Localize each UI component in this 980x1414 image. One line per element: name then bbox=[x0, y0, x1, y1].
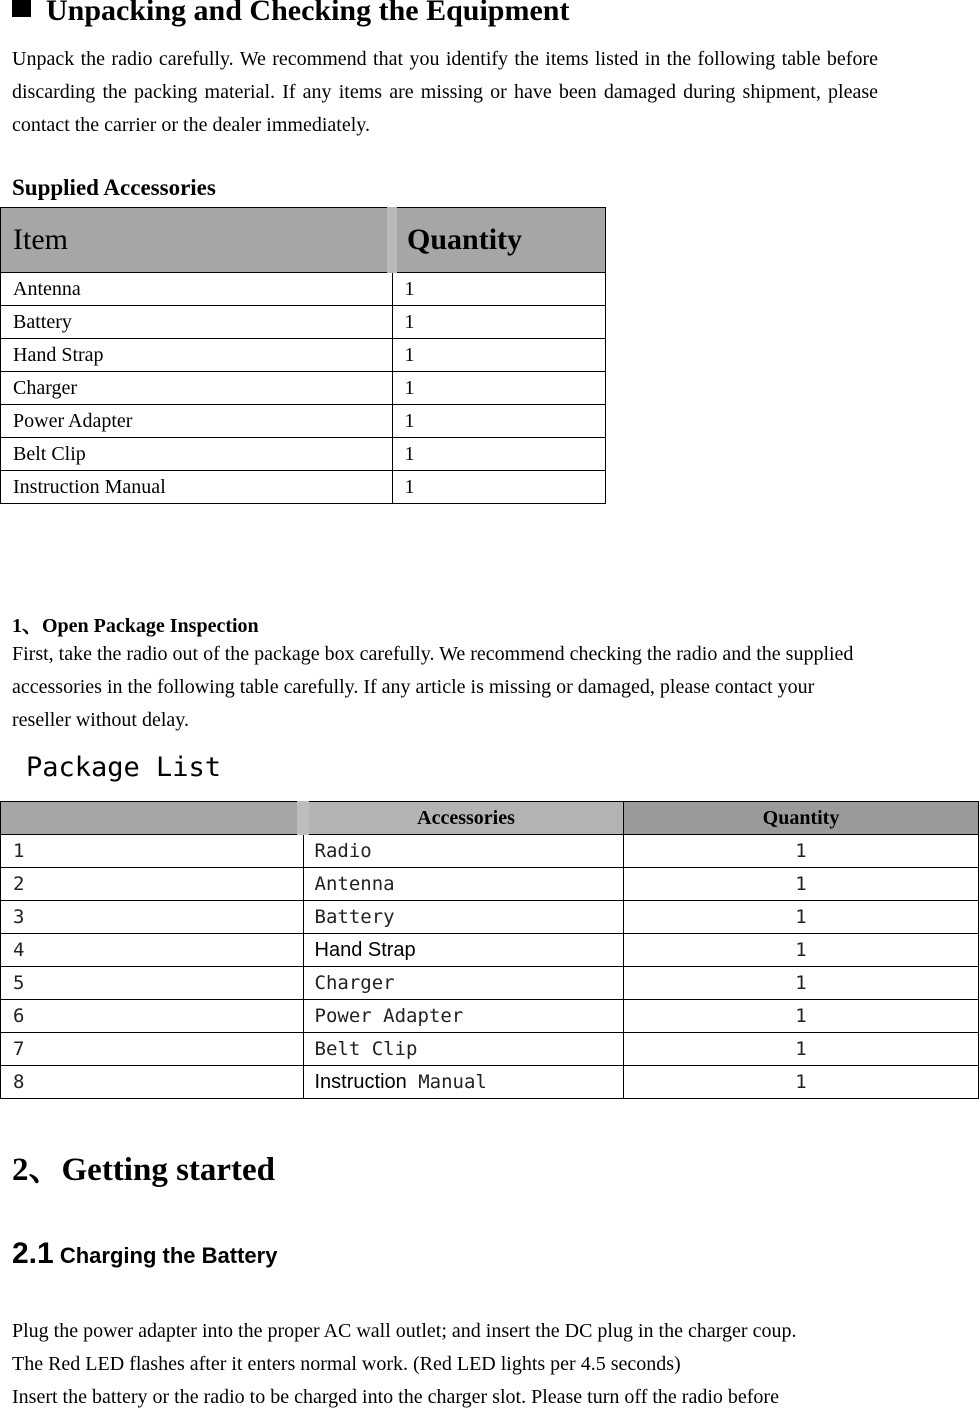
accessory-cell: Charger bbox=[303, 967, 624, 1000]
number-cell: 8 bbox=[1, 1066, 304, 1099]
table-row bbox=[1, 438, 606, 471]
section2-title: 2、Getting started bbox=[12, 1152, 276, 1188]
header-accessories: Accessories bbox=[303, 802, 624, 835]
section21-number: 2.1 bbox=[12, 1237, 54, 1270]
table-row bbox=[1, 934, 979, 967]
square-bullet-icon bbox=[12, 0, 31, 17]
item-cell: Charger bbox=[1, 372, 393, 405]
table-row bbox=[1, 405, 606, 438]
section1-paragraph bbox=[12, 638, 872, 737]
accessory-cell: Belt Clip bbox=[303, 1033, 624, 1066]
section1-title: 1、Open Package Inspection bbox=[12, 615, 259, 637]
number-cell: 5 bbox=[1, 967, 304, 1000]
section21-text: Charging the Battery bbox=[59, 1243, 278, 1268]
item-cell: Belt Clip bbox=[1, 438, 393, 471]
qty-cell: 1 bbox=[392, 372, 606, 405]
table-row bbox=[1, 835, 979, 868]
supplied-accessories-table bbox=[0, 207, 606, 504]
accessory-cell bbox=[303, 1066, 624, 1099]
item-cell: Power Adapter bbox=[1, 405, 393, 438]
table-row bbox=[1, 339, 606, 372]
table-row bbox=[1, 306, 606, 339]
package-list-title: Package List bbox=[26, 752, 222, 783]
item-cell: Battery bbox=[1, 306, 393, 339]
qty-cell: 1 bbox=[392, 438, 606, 471]
table-row bbox=[1, 1000, 979, 1033]
accessory-cell: Antenna bbox=[303, 868, 624, 901]
header-item: Item bbox=[1, 208, 393, 273]
header-quantity: Quantity bbox=[392, 208, 606, 273]
qty-cell: 1 bbox=[392, 405, 606, 438]
qty-cell: 1 bbox=[624, 1066, 979, 1099]
header-quantity: Quantity bbox=[624, 802, 979, 835]
table-row bbox=[1, 901, 979, 934]
qty-cell: 1 bbox=[392, 339, 606, 372]
instruction-line: Insert the battery or the radio to be charged into the charger slot. Please turn off the radio before bbox=[12, 1386, 779, 1408]
number-cell: 4 bbox=[1, 934, 304, 967]
package-list-table bbox=[0, 801, 979, 1099]
accessory-cell-word2: Manual bbox=[418, 1070, 487, 1093]
table-row bbox=[1, 471, 606, 504]
page-heading bbox=[12, 0, 569, 28]
number-cell: 6 bbox=[1, 1000, 304, 1033]
qty-cell: 1 bbox=[624, 868, 979, 901]
accessory-cell: Power Adapter bbox=[303, 1000, 624, 1033]
table-row bbox=[1, 1066, 979, 1099]
number-cell: 3 bbox=[1, 901, 304, 934]
qty-cell: 1 bbox=[624, 934, 979, 967]
qty-cell: 1 bbox=[624, 1033, 979, 1066]
supplied-accessories-title: Supplied Accessories bbox=[12, 175, 216, 200]
qty-cell: 1 bbox=[624, 835, 979, 868]
qty-cell: 1 bbox=[392, 273, 606, 306]
instruction-line: Plug the power adapter into the proper AC wall outlet; and insert the DC plug in the charger coup. bbox=[12, 1320, 797, 1342]
number-cell: 7 bbox=[1, 1033, 304, 1066]
number-cell: 1 bbox=[1, 835, 304, 868]
table-header-row bbox=[1, 208, 606, 273]
item-cell: Instruction Manual bbox=[1, 471, 393, 504]
accessory-cell-word1: Instruction bbox=[314, 1070, 407, 1093]
page-heading-text: Unpacking and Checking the Equipment bbox=[46, 0, 570, 27]
instruction-line: The Red LED flashes after it enters normal work. (Red LED lights per 4.5 seconds) bbox=[12, 1353, 681, 1375]
qty-cell: 1 bbox=[624, 901, 979, 934]
qty-cell: 1 bbox=[392, 471, 606, 504]
accessory-cell: Radio bbox=[303, 835, 624, 868]
qty-cell: 1 bbox=[624, 967, 979, 1000]
table-row bbox=[1, 372, 606, 405]
accessory-cell: Battery bbox=[303, 901, 624, 934]
table-row bbox=[1, 1033, 979, 1066]
table-header-row bbox=[1, 802, 979, 835]
intro-paragraph bbox=[12, 43, 878, 142]
table-row bbox=[1, 967, 979, 1000]
qty-cell: 1 bbox=[624, 1000, 979, 1033]
item-cell: Antenna bbox=[1, 273, 393, 306]
item-cell: Hand Strap bbox=[1, 339, 393, 372]
qty-cell: 1 bbox=[392, 306, 606, 339]
intro-text: Unpack the radio carefully. We recommend that you identify the items listed in the following table before discarding the packing material. If any items are missing or have been damaged during shipment, please contact the carrier or the dealer immediately. bbox=[12, 48, 878, 136]
accessory-cell: Hand Strap bbox=[303, 934, 624, 967]
number-cell: 2 bbox=[1, 868, 304, 901]
table-row bbox=[1, 868, 979, 901]
section1-text: First, take the radio out of the package box carefully. We recommend checking the radio and the supplied accessories in the following table carefully. If any article is missing or damaged, please contact your reseller without delay. bbox=[12, 643, 854, 731]
charging-instructions bbox=[12, 1315, 796, 1414]
header-number bbox=[1, 802, 304, 835]
table-row bbox=[1, 273, 606, 306]
section21-title bbox=[12, 1237, 277, 1271]
